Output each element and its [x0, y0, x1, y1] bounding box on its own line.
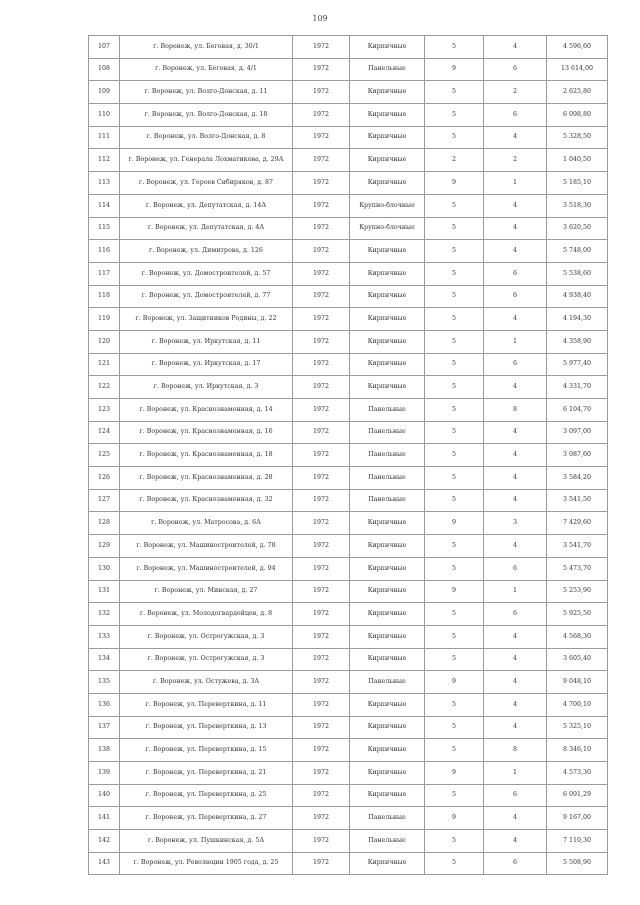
address-cell: г. Воронеж, ул. Димитрова, д. 126 — [120, 240, 293, 263]
entrances-cell: 4 — [484, 36, 547, 59]
table-row — [89, 580, 608, 603]
entrances-cell: 4 — [484, 376, 547, 399]
floors-cell: 9 — [425, 671, 484, 694]
address-cell: г. Воронеж, ул. Машиностроителей, д. 94 — [120, 557, 293, 580]
year-cell: 1972 — [293, 739, 350, 762]
floors-cell: 5 — [425, 104, 484, 127]
entrances-cell: 6 — [484, 58, 547, 81]
table-row — [89, 36, 608, 59]
row-number-cell: 139 — [89, 762, 120, 785]
floors-cell: 5 — [425, 81, 484, 104]
table-row — [89, 149, 608, 172]
wall-material-cell: Кирпичные — [350, 535, 425, 558]
address-cell: г. Воронеж, ул. Переверткина, д. 13 — [120, 716, 293, 739]
entrances-cell: 1 — [484, 580, 547, 603]
area-cell: 2 625,80 — [547, 81, 608, 104]
address-cell: г. Воронеж, ул. Переверткина, д. 21 — [120, 762, 293, 785]
year-cell: 1972 — [293, 603, 350, 626]
address-cell: г. Воронеж, ул. Краснознаменная, д. 28 — [120, 467, 293, 490]
address-cell: г. Воронеж, ул. Депутатская, д. 14А — [120, 194, 293, 217]
year-cell: 1972 — [293, 240, 350, 263]
wall-material-cell: Кирпичные — [350, 739, 425, 762]
floors-cell: 9 — [425, 580, 484, 603]
wall-material-cell: Панельные — [350, 467, 425, 490]
wall-material-cell: Кирпичные — [350, 330, 425, 353]
address-cell: г. Воронеж, ул. Переверткина, д. 11 — [120, 693, 293, 716]
entrances-cell: 4 — [484, 716, 547, 739]
year-cell: 1972 — [293, 852, 350, 875]
table-row — [89, 739, 608, 762]
address-cell: г. Воронеж, ул. Переверткина, д. 25 — [120, 784, 293, 807]
year-cell: 1972 — [293, 580, 350, 603]
area-cell: 1 040,50 — [547, 149, 608, 172]
area-cell: 4 194,30 — [547, 308, 608, 331]
address-cell: г. Воронеж, ул. Краснознаменная, д. 18 — [120, 444, 293, 467]
wall-material-cell: Кирпичные — [350, 693, 425, 716]
year-cell: 1972 — [293, 194, 350, 217]
address-cell: г. Воронеж, ул. Домостроителей, д. 57 — [120, 262, 293, 285]
row-number-cell: 141 — [89, 807, 120, 830]
year-cell: 1972 — [293, 784, 350, 807]
address-cell: г. Воронеж, ул. Пушкинская, д. 5А — [120, 830, 293, 853]
area-cell: 9 048,10 — [547, 671, 608, 694]
table-row — [89, 399, 608, 422]
row-number-cell: 114 — [89, 194, 120, 217]
area-cell: 6 098,80 — [547, 104, 608, 127]
entrances-cell: 6 — [484, 852, 547, 875]
floors-cell: 5 — [425, 648, 484, 671]
row-number-cell: 120 — [89, 330, 120, 353]
row-number-cell: 134 — [89, 648, 120, 671]
address-cell: г. Воронеж, ул. Минская, д. 27 — [120, 580, 293, 603]
year-cell: 1972 — [293, 308, 350, 331]
year-cell: 1972 — [293, 126, 350, 149]
row-number-cell: 108 — [89, 58, 120, 81]
area-cell: 3 541,70 — [547, 535, 608, 558]
area-cell: 3 097,00 — [547, 421, 608, 444]
wall-material-cell: Кирпичные — [350, 762, 425, 785]
year-cell: 1972 — [293, 512, 350, 535]
floors-cell: 5 — [425, 126, 484, 149]
registry-table-body — [89, 36, 608, 875]
entrances-cell: 4 — [484, 807, 547, 830]
row-number-cell: 118 — [89, 285, 120, 308]
floors-cell: 5 — [425, 330, 484, 353]
year-cell: 1972 — [293, 807, 350, 830]
year-cell: 1972 — [293, 648, 350, 671]
area-cell: 3 620,50 — [547, 217, 608, 240]
wall-material-cell: Кирпичные — [350, 262, 425, 285]
address-cell: г. Воронеж, ул. Краснознаменная, д. 16 — [120, 421, 293, 444]
floors-cell: 5 — [425, 36, 484, 59]
year-cell: 1972 — [293, 557, 350, 580]
floors-cell: 5 — [425, 603, 484, 626]
year-cell: 1972 — [293, 172, 350, 195]
year-cell: 1972 — [293, 671, 350, 694]
table-row — [89, 262, 608, 285]
area-cell: 5 977,40 — [547, 353, 608, 376]
floors-cell: 5 — [425, 217, 484, 240]
floors-cell: 5 — [425, 376, 484, 399]
row-number-cell: 113 — [89, 172, 120, 195]
row-number-cell: 119 — [89, 308, 120, 331]
area-cell: 7 429,60 — [547, 512, 608, 535]
entrances-cell: 4 — [484, 421, 547, 444]
address-cell: г. Воронеж, ул. Беговая, д. 4/1 — [120, 58, 293, 81]
table-row — [89, 535, 608, 558]
area-cell: 3 518,30 — [547, 194, 608, 217]
table-row — [89, 852, 608, 875]
row-number-cell: 122 — [89, 376, 120, 399]
area-cell: 5 925,50 — [547, 603, 608, 626]
entrances-cell: 6 — [484, 285, 547, 308]
entrances-cell: 6 — [484, 262, 547, 285]
row-number-cell: 109 — [89, 81, 120, 104]
area-cell: 5 253,90 — [547, 580, 608, 603]
table-row — [89, 172, 608, 195]
row-number-cell: 125 — [89, 444, 120, 467]
year-cell: 1972 — [293, 58, 350, 81]
row-number-cell: 136 — [89, 693, 120, 716]
table-row — [89, 603, 608, 626]
floors-cell: 5 — [425, 716, 484, 739]
row-number-cell: 110 — [89, 104, 120, 127]
area-cell: 5 748,00 — [547, 240, 608, 263]
entrances-cell: 8 — [484, 739, 547, 762]
row-number-cell: 126 — [89, 467, 120, 490]
area-cell: 4 358,90 — [547, 330, 608, 353]
wall-material-cell: Кирпичные — [350, 716, 425, 739]
row-number-cell: 131 — [89, 580, 120, 603]
row-number-cell: 124 — [89, 421, 120, 444]
row-number-cell: 143 — [89, 852, 120, 875]
address-cell: г. Воронеж, ул. Молодогвардейцев, д. 8 — [120, 603, 293, 626]
wall-material-cell: Кирпичные — [350, 852, 425, 875]
area-cell: 3 541,50 — [547, 489, 608, 512]
year-cell: 1972 — [293, 444, 350, 467]
address-cell: г. Воронеж, ул. Машиностроителей, д. 78 — [120, 535, 293, 558]
row-number-cell: 140 — [89, 784, 120, 807]
year-cell: 1972 — [293, 762, 350, 785]
address-cell: г. Воронеж, ул. Героев Сибиряков, д. 87 — [120, 172, 293, 195]
year-cell: 1972 — [293, 535, 350, 558]
row-number-cell: 123 — [89, 399, 120, 422]
area-cell: 7 110,30 — [547, 830, 608, 853]
housing-registry-table — [88, 35, 608, 875]
area-cell: 5 508,90 — [547, 852, 608, 875]
floors-cell: 5 — [425, 194, 484, 217]
floors-cell: 5 — [425, 852, 484, 875]
wall-material-cell: Кирпичные — [350, 603, 425, 626]
floors-cell: 5 — [425, 353, 484, 376]
address-cell: г. Воронеж, ул. Переверткина, д. 15 — [120, 739, 293, 762]
wall-material-cell: Крупно-блочные — [350, 217, 425, 240]
row-number-cell: 107 — [89, 36, 120, 59]
year-cell: 1972 — [293, 285, 350, 308]
floors-cell: 5 — [425, 399, 484, 422]
entrances-cell: 4 — [484, 467, 547, 490]
area-cell: 6 104,70 — [547, 399, 608, 422]
floors-cell: 5 — [425, 421, 484, 444]
floors-cell: 5 — [425, 467, 484, 490]
floors-cell: 5 — [425, 285, 484, 308]
entrances-cell: 4 — [484, 217, 547, 240]
floors-cell: 9 — [425, 58, 484, 81]
floors-cell: 9 — [425, 807, 484, 830]
area-cell: 5 473,70 — [547, 557, 608, 580]
address-cell: г. Воронеж, ул. Депутатская, д. 4А — [120, 217, 293, 240]
entrances-cell: 1 — [484, 330, 547, 353]
entrances-cell: 4 — [484, 693, 547, 716]
year-cell: 1972 — [293, 149, 350, 172]
row-number-cell: 137 — [89, 716, 120, 739]
address-cell: г. Воронеж, ул. Волго-Донская, д. 18 — [120, 104, 293, 127]
table-row — [89, 489, 608, 512]
entrances-cell: 4 — [484, 830, 547, 853]
table-row — [89, 376, 608, 399]
entrances-cell: 6 — [484, 557, 547, 580]
address-cell: г. Воронеж, ул. Беговая, д. 30/1 — [120, 36, 293, 59]
entrances-cell: 4 — [484, 625, 547, 648]
area-cell: 4 568,30 — [547, 625, 608, 648]
entrances-cell: 2 — [484, 149, 547, 172]
table-row — [89, 762, 608, 785]
row-number-cell: 116 — [89, 240, 120, 263]
year-cell: 1972 — [293, 262, 350, 285]
row-number-cell: 112 — [89, 149, 120, 172]
floors-cell: 2 — [425, 149, 484, 172]
table-row — [89, 444, 608, 467]
area-cell: 3 584,20 — [547, 467, 608, 490]
floors-cell: 5 — [425, 489, 484, 512]
address-cell: г. Воронеж, ул. Острогужская, д. 3 — [120, 648, 293, 671]
address-cell: г. Воронеж, ул. Волго-Донская, д. 11 — [120, 81, 293, 104]
floors-cell: 9 — [425, 512, 484, 535]
area-cell: 5 328,50 — [547, 126, 608, 149]
page-number: 109 — [312, 14, 328, 23]
wall-material-cell: Кирпичные — [350, 172, 425, 195]
area-cell: 4 700,10 — [547, 693, 608, 716]
floors-cell: 5 — [425, 784, 484, 807]
row-number-cell: 121 — [89, 353, 120, 376]
year-cell: 1972 — [293, 421, 350, 444]
address-cell: г. Воронеж, ул. Острогужская, д. 3 — [120, 625, 293, 648]
address-cell: г. Воронеж, ул. Матросова, д. 6А — [120, 512, 293, 535]
year-cell: 1972 — [293, 625, 350, 648]
address-cell: г. Воронеж, ул. Краснознаменная, д. 32 — [120, 489, 293, 512]
wall-material-cell: Кирпичные — [350, 126, 425, 149]
wall-material-cell: Кирпичные — [350, 353, 425, 376]
floors-cell: 5 — [425, 262, 484, 285]
year-cell: 1972 — [293, 104, 350, 127]
row-number-cell: 128 — [89, 512, 120, 535]
floors-cell: 9 — [425, 172, 484, 195]
year-cell: 1972 — [293, 830, 350, 853]
wall-material-cell: Кирпичные — [350, 285, 425, 308]
area-cell: 9 167,00 — [547, 807, 608, 830]
wall-material-cell: Панельные — [350, 58, 425, 81]
address-cell: г. Воронеж, ул. Генерала Лохматикова, д. 29А — [120, 149, 293, 172]
year-cell: 1972 — [293, 217, 350, 240]
wall-material-cell: Крупно-блочные — [350, 194, 425, 217]
floors-cell: 5 — [425, 557, 484, 580]
entrances-cell: 4 — [484, 308, 547, 331]
entrances-cell: 4 — [484, 671, 547, 694]
table-row — [89, 353, 608, 376]
address-cell: г. Воронеж, ул. Переверткина, д. 27 — [120, 807, 293, 830]
table-row — [89, 671, 608, 694]
table-row — [89, 421, 608, 444]
area-cell: 4 596,60 — [547, 36, 608, 59]
floors-cell: 9 — [425, 762, 484, 785]
table-row — [89, 467, 608, 490]
address-cell: г. Воронеж, ул. Домостроителей, д. 77 — [120, 285, 293, 308]
wall-material-cell: Кирпичные — [350, 104, 425, 127]
area-cell: 3 605,40 — [547, 648, 608, 671]
area-cell: 4 573,30 — [547, 762, 608, 785]
table-row — [89, 830, 608, 853]
address-cell: г. Воронеж, ул. Волго-Донская, д. 8 — [120, 126, 293, 149]
address-cell: г. Воронеж, ул. Защитников Родины, д. 22 — [120, 308, 293, 331]
address-cell: г. Воронеж, ул. Иркутская, д. 3 — [120, 376, 293, 399]
wall-material-cell: Панельные — [350, 807, 425, 830]
area-cell: 5 185,10 — [547, 172, 608, 195]
wall-material-cell: Кирпичные — [350, 36, 425, 59]
entrances-cell: 1 — [484, 762, 547, 785]
floors-cell: 5 — [425, 739, 484, 762]
row-number-cell: 115 — [89, 217, 120, 240]
wall-material-cell: Панельные — [350, 444, 425, 467]
wall-material-cell: Кирпичные — [350, 149, 425, 172]
entrances-cell: 4 — [484, 194, 547, 217]
year-cell: 1972 — [293, 489, 350, 512]
wall-material-cell: Кирпичные — [350, 557, 425, 580]
entrances-cell: 4 — [484, 648, 547, 671]
table-row — [89, 104, 608, 127]
entrances-cell: 4 — [484, 240, 547, 263]
area-cell: 6 091,29 — [547, 784, 608, 807]
floors-cell: 5 — [425, 308, 484, 331]
row-number-cell: 142 — [89, 830, 120, 853]
entrances-cell: 6 — [484, 784, 547, 807]
floors-cell: 5 — [425, 693, 484, 716]
area-cell: 13 614,00 — [547, 58, 608, 81]
table-row — [89, 557, 608, 580]
year-cell: 1972 — [293, 716, 350, 739]
area-cell: 5 325,10 — [547, 716, 608, 739]
entrances-cell: 4 — [484, 489, 547, 512]
wall-material-cell: Кирпичные — [350, 308, 425, 331]
table-row — [89, 126, 608, 149]
address-cell: г. Воронеж, ул. Иркутская, д. 11 — [120, 330, 293, 353]
row-number-cell: 127 — [89, 489, 120, 512]
row-number-cell: 129 — [89, 535, 120, 558]
table-row — [89, 308, 608, 331]
table-row — [89, 716, 608, 739]
wall-material-cell: Кирпичные — [350, 81, 425, 104]
year-cell: 1972 — [293, 693, 350, 716]
row-number-cell: 132 — [89, 603, 120, 626]
year-cell: 1972 — [293, 353, 350, 376]
entrances-cell: 6 — [484, 104, 547, 127]
wall-material-cell: Кирпичные — [350, 376, 425, 399]
wall-material-cell: Кирпичные — [350, 240, 425, 263]
wall-material-cell: Кирпичные — [350, 580, 425, 603]
table-row — [89, 512, 608, 535]
table-row — [89, 240, 608, 263]
wall-material-cell: Панельные — [350, 399, 425, 422]
wall-material-cell: Кирпичные — [350, 625, 425, 648]
table-row — [89, 807, 608, 830]
floors-cell: 5 — [425, 625, 484, 648]
entrances-cell: 1 — [484, 172, 547, 195]
wall-material-cell: Кирпичные — [350, 512, 425, 535]
table-row — [89, 693, 608, 716]
row-number-cell: 135 — [89, 671, 120, 694]
floors-cell: 5 — [425, 240, 484, 263]
row-number-cell: 138 — [89, 739, 120, 762]
table-row — [89, 81, 608, 104]
entrances-cell: 4 — [484, 535, 547, 558]
address-cell: г. Воронеж, ул. Остужева, д. 3А — [120, 671, 293, 694]
row-number-cell: 111 — [89, 126, 120, 149]
area-cell: 4 938,40 — [547, 285, 608, 308]
wall-material-cell: Панельные — [350, 830, 425, 853]
entrances-cell: 4 — [484, 126, 547, 149]
entrances-cell: 4 — [484, 444, 547, 467]
address-cell: г. Воронеж, ул. Краснознаменная, д. 14 — [120, 399, 293, 422]
entrances-cell: 6 — [484, 603, 547, 626]
year-cell: 1972 — [293, 36, 350, 59]
year-cell: 1972 — [293, 330, 350, 353]
table-row — [89, 285, 608, 308]
entrances-cell: 2 — [484, 81, 547, 104]
year-cell: 1972 — [293, 376, 350, 399]
entrances-cell: 6 — [484, 353, 547, 376]
row-number-cell: 130 — [89, 557, 120, 580]
table-row — [89, 784, 608, 807]
wall-material-cell: Панельные — [350, 489, 425, 512]
wall-material-cell: Панельные — [350, 421, 425, 444]
area-cell: 8 346,10 — [547, 739, 608, 762]
floors-cell: 5 — [425, 535, 484, 558]
wall-material-cell: Кирпичные — [350, 648, 425, 671]
address-cell: г. Воронеж, ул. Иркутская, д. 17 — [120, 353, 293, 376]
table-row — [89, 648, 608, 671]
wall-material-cell: Кирпичные — [350, 784, 425, 807]
table-row — [89, 58, 608, 81]
address-cell: г. Воронеж, ул. Революции 1905 года, д. 25 — [120, 852, 293, 875]
floors-cell: 5 — [425, 830, 484, 853]
year-cell: 1972 — [293, 399, 350, 422]
table-row — [89, 194, 608, 217]
floors-cell: 5 — [425, 444, 484, 467]
row-number-cell: 133 — [89, 625, 120, 648]
wall-material-cell: Панельные — [350, 671, 425, 694]
area-cell: 4 331,70 — [547, 376, 608, 399]
year-cell: 1972 — [293, 81, 350, 104]
table-row — [89, 217, 608, 240]
area-cell: 3 087,60 — [547, 444, 608, 467]
table-row — [89, 330, 608, 353]
row-number-cell: 117 — [89, 262, 120, 285]
area-cell: 5 538,60 — [547, 262, 608, 285]
entrances-cell: 3 — [484, 512, 547, 535]
year-cell: 1972 — [293, 467, 350, 490]
table-row — [89, 625, 608, 648]
entrances-cell: 8 — [484, 399, 547, 422]
